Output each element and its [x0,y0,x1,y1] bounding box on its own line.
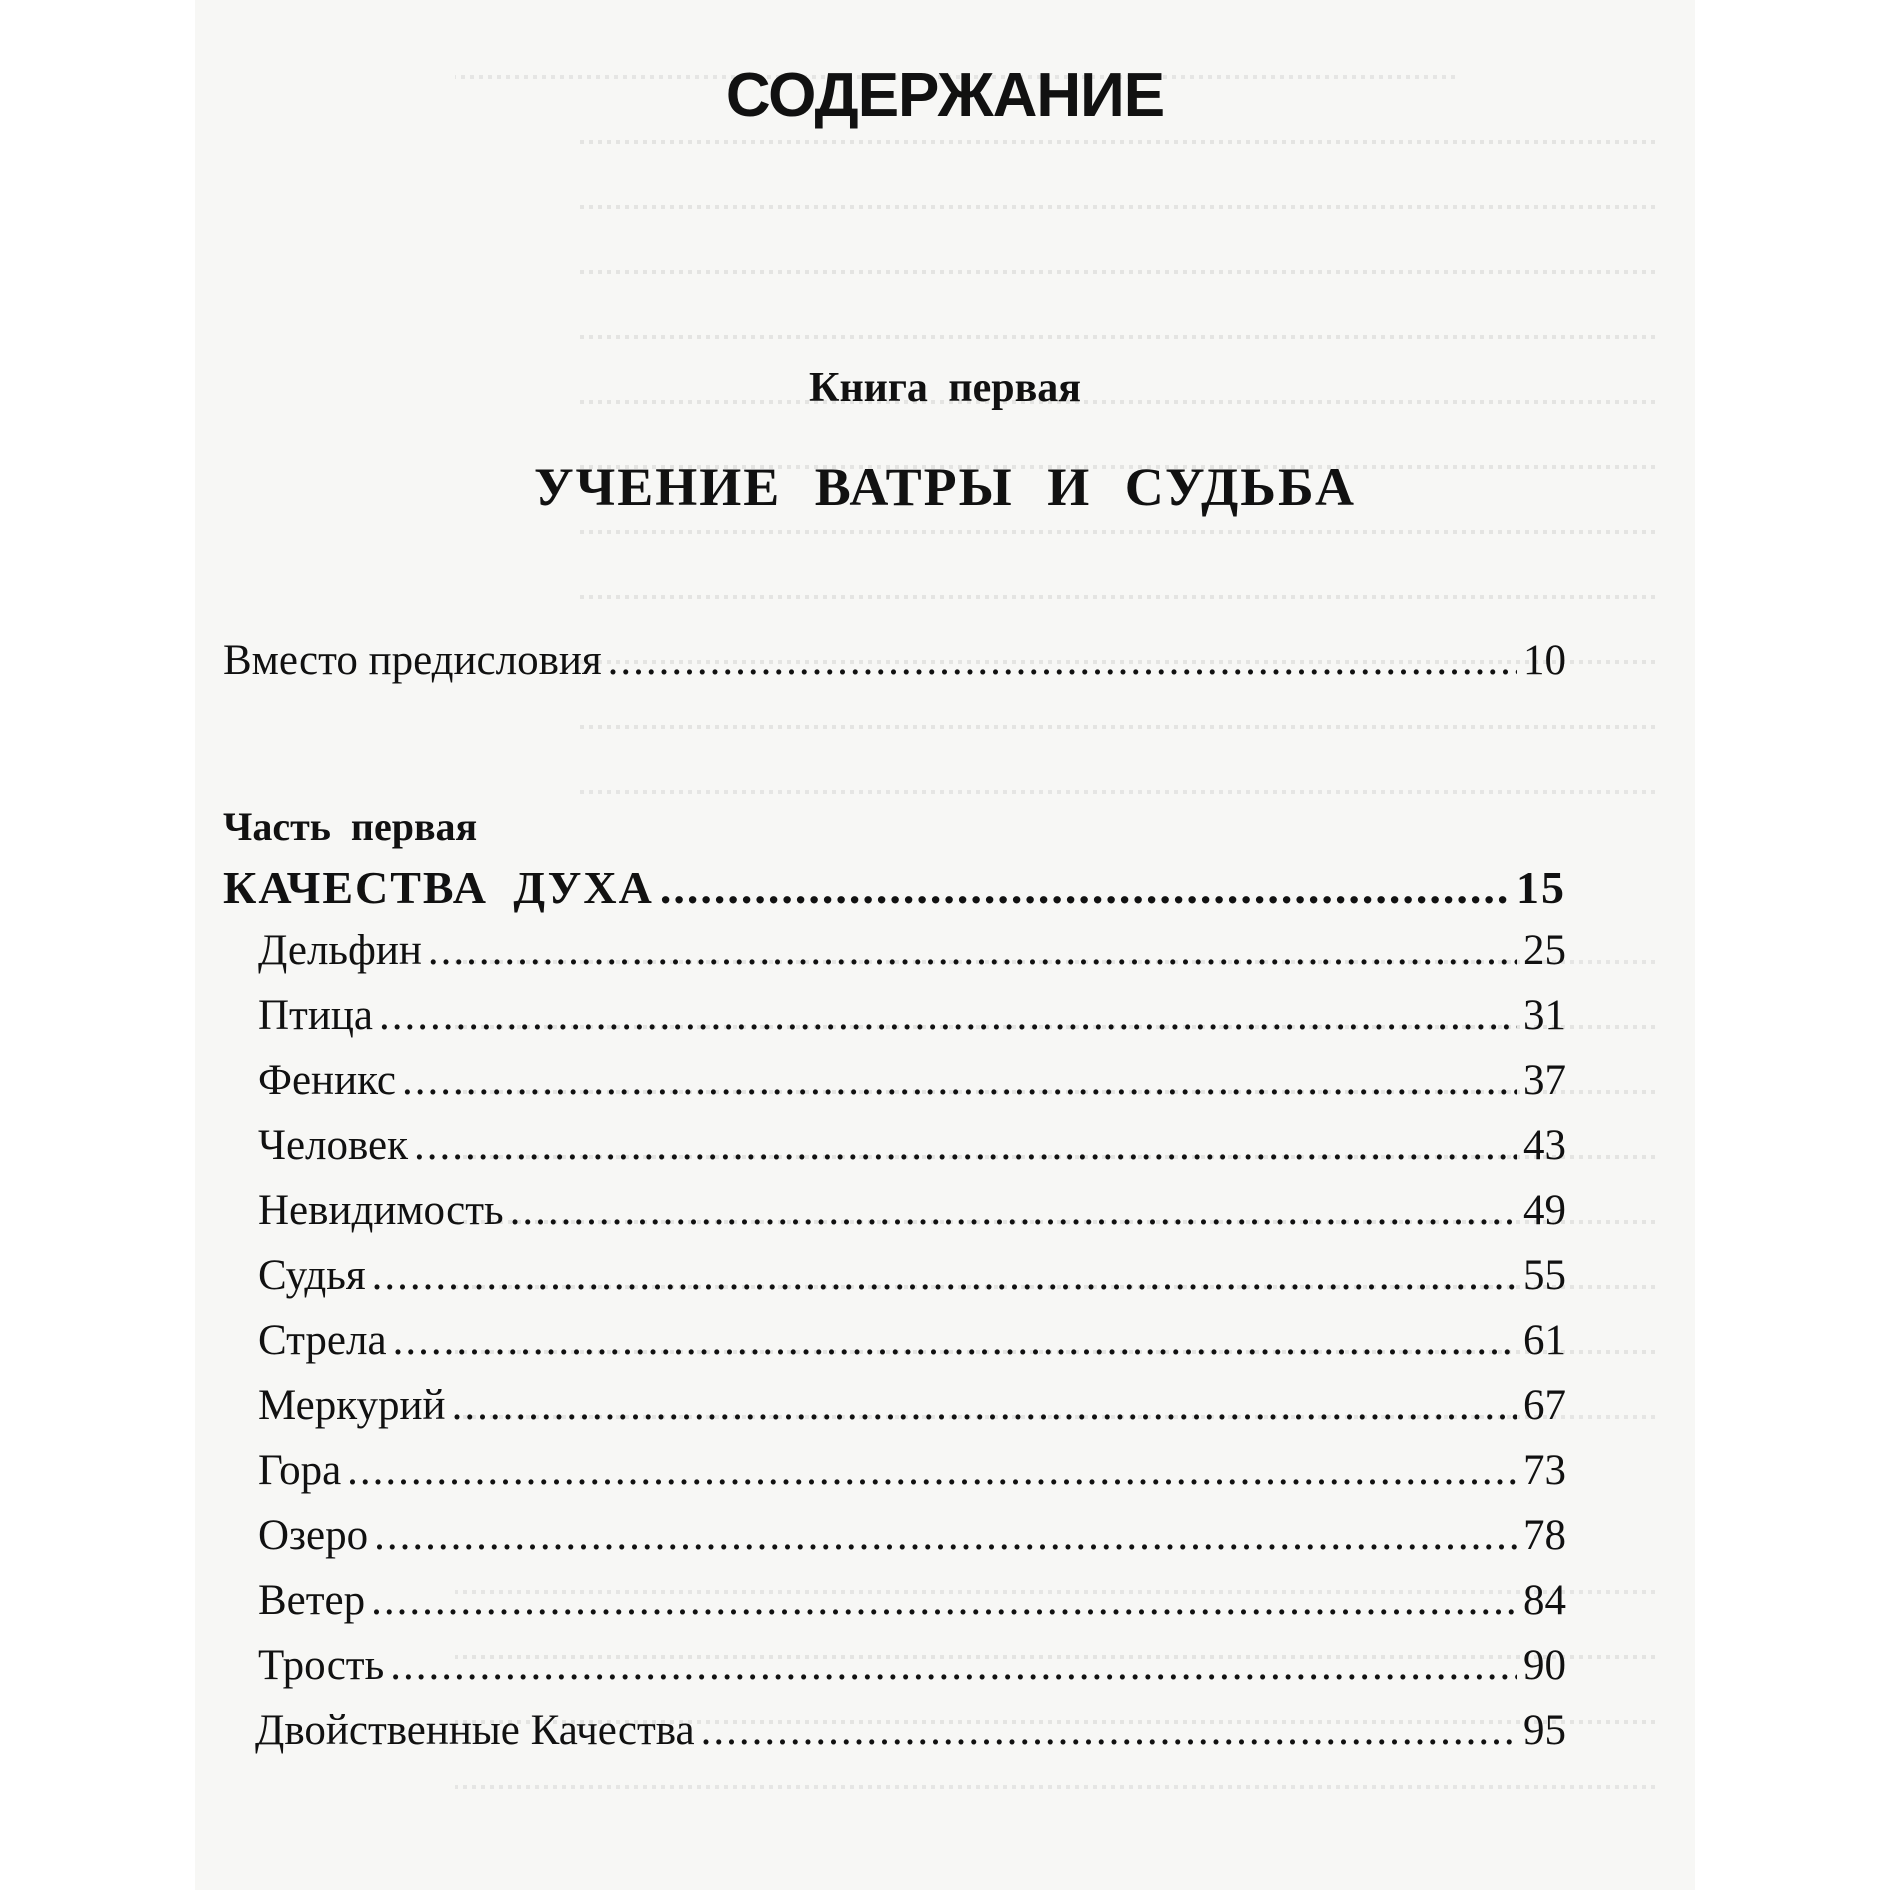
toc-entry [258,1055,1566,1107]
toc-entry-page: 25 [1523,927,1566,974]
toc-entry-label: Трость [258,1642,385,1689]
toc-entry [258,1640,1566,1692]
dot-leader [510,1185,1517,1237]
toc-entry-page: 78 [1523,1512,1566,1559]
dot-leader [371,1575,1517,1627]
dot-leader [414,1120,1517,1172]
toc-entry-label: Человек [258,1122,409,1169]
toc-entry-page: 67 [1523,1382,1566,1429]
toc-entry [258,990,1566,1042]
toc-entry-label: Озеро [258,1512,369,1559]
toc-entry-label: Судья [258,1252,366,1299]
toc-entry-page: 55 [1523,1252,1566,1299]
dot-leader [608,635,1517,687]
toc-entry-label: КАЧЕСТВА ДУХА [223,862,654,913]
book-page [195,0,1695,1890]
toc-entry-page: 84 [1523,1577,1566,1624]
toc-entry-label: Невидимость [258,1187,504,1234]
dot-leader [428,925,1517,977]
toc-entry-page: 73 [1523,1447,1566,1494]
toc-entry-part-title [223,862,1566,914]
toc-entry-preface [223,635,1566,687]
dot-leader [374,1510,1517,1562]
toc-entry [258,1185,1566,1237]
toc-entry-label: Меркурий [258,1382,446,1429]
dot-leader [372,1250,1517,1302]
toc-entry-page: 31 [1523,992,1566,1039]
dot-leader [660,862,1510,914]
toc-entry-label: Стрела [258,1317,387,1364]
book-title: УЧЕНИЕ ВАТРЫ И СУДЬБА [534,457,1356,517]
toc-entry-label: Гора [258,1447,342,1494]
toc-entry-page: 49 [1523,1187,1566,1234]
toc-entry-page: 95 [1523,1707,1566,1754]
toc-entry [258,1510,1566,1562]
toc-entry [258,1445,1566,1497]
toc-entry-page: 90 [1523,1642,1566,1689]
toc-entry-label: Двойственные Качества [255,1707,695,1754]
toc-entry-label: Феникс [258,1057,396,1104]
dot-leader [402,1055,1517,1107]
dot-leader [452,1380,1517,1432]
toc-entry [258,1380,1566,1432]
toc-entry-page: 15 [1516,862,1566,913]
toc-entry [258,1575,1566,1627]
toc-entry-label: Дельфин [258,927,422,974]
toc-entry-label: Ветер [258,1577,366,1624]
dot-leader [347,1445,1517,1497]
toc-entry [258,1250,1566,1302]
dot-leader [393,1315,1517,1367]
toc-entry [258,1315,1566,1367]
dot-leader [379,990,1517,1042]
dot-leader [701,1705,1517,1757]
toc-entry [258,925,1566,977]
part-label: Часть первая [223,804,478,849]
toc-entry-page: 10 [1523,637,1566,684]
page-title: СОДЕРЖАНИЕ [725,61,1165,130]
dot-leader [390,1640,1517,1692]
toc-entry-page: 61 [1523,1317,1566,1364]
book-label: Книга первая [808,365,1082,411]
toc-entry [258,1120,1566,1172]
toc-entry [255,1705,1566,1757]
toc-entry-page: 43 [1523,1122,1566,1169]
toc-entry-label: Вместо предисловия [223,637,602,684]
toc-entry-page: 37 [1523,1057,1566,1104]
toc-entry-label: Птица [258,992,373,1039]
